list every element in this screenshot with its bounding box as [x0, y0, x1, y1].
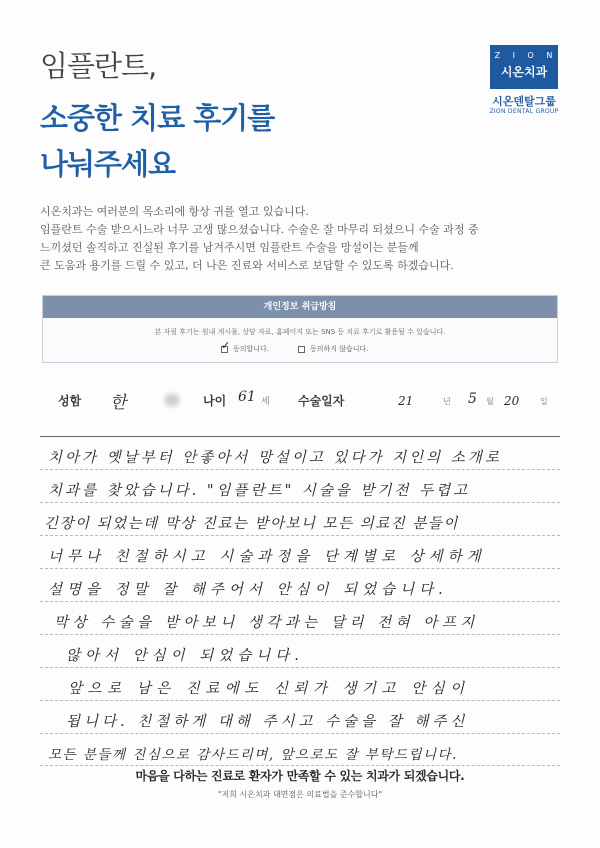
- ruled-line: [40, 568, 560, 569]
- logo-group-english: ZION DENTAL GROUP: [489, 108, 559, 115]
- handwritten-line: 앞으로 남은 진료에도 신뢰가 생기고 안심이: [68, 681, 470, 697]
- title-line-3: 나눠주세요: [40, 147, 176, 181]
- ruled-line: [40, 667, 560, 668]
- logo-group-name: 시온덴탈그룹: [492, 95, 556, 108]
- ruled-line: [40, 700, 560, 701]
- year-unit: 년: [443, 397, 451, 406]
- title-line-2: 소중한 치료 후기를: [40, 101, 275, 135]
- handwritten-line: 모든 분들께 진심으로 감사드리며, 앞으로도 잘 부탁드립니다.: [48, 747, 458, 763]
- agree-checkbox[interactable]: [221, 346, 228, 353]
- intro-line: 시온치과는 여러분의 목소리에 항상 귀를 열고 있습니다.: [40, 205, 309, 218]
- surgery-date-label: 수술일자: [298, 394, 345, 408]
- name-label: 성함: [58, 394, 82, 408]
- date-month[interactable]: 5: [468, 391, 477, 407]
- date-day[interactable]: 20: [504, 394, 520, 408]
- agree-label: 동의합니다.: [233, 345, 270, 353]
- title-line-1: 임플란트,: [40, 49, 157, 83]
- handwritten-line: 됩니다. 친절하게 대해 주시고 수술을 잘 해주신: [66, 714, 469, 730]
- disagree-checkbox[interactable]: [298, 346, 305, 353]
- date-year[interactable]: 21: [398, 394, 414, 408]
- disagree-label: 동의하지 않습니다.: [310, 345, 369, 353]
- age-value[interactable]: 61: [238, 389, 256, 405]
- ruled-line: [40, 535, 560, 536]
- review-writing-area[interactable]: [40, 436, 560, 766]
- privacy-policy-box: [42, 295, 558, 363]
- name-redaction: [165, 394, 179, 406]
- ruled-line: [40, 502, 560, 503]
- handwritten-line: 치아가 옛날부터 안좋아서 망설이고 있다가 지인의 소개로: [48, 450, 502, 466]
- ruled-line: [40, 634, 560, 635]
- handwritten-line: 않아서 안심이 되었습니다.: [66, 648, 304, 664]
- day-unit: 일: [540, 397, 548, 406]
- footer-note: "저희 시온치과 대면점은 의료법을 준수합니다": [217, 790, 383, 799]
- agree-option[interactable]: [221, 344, 269, 354]
- patient-info-row: [58, 388, 558, 412]
- footer-slogan: 마음을 다하는 진료로 환자가 만족할 수 있는 치과가 되겠습니다.: [135, 769, 465, 783]
- month-unit: 월: [486, 397, 494, 406]
- intro-line: 느끼셨던 솔직하고 진실된 후기를 남겨주시면 임플란트 수술을 망설이는 분들께: [40, 241, 419, 254]
- handwritten-line: 치과를 찾았습니다. "임플란트" 시술을 받기전 두렵고: [48, 483, 471, 499]
- disagree-option[interactable]: [298, 344, 369, 354]
- name-value[interactable]: 한: [110, 393, 127, 413]
- ruled-line: [40, 601, 560, 602]
- handwritten-line: 막상 수술을 받아보니 생각과는 달리 전혀 아프지: [54, 615, 479, 631]
- logo-zion-text: Z I O N: [494, 51, 558, 60]
- handwritten-line: 긴장이 되었는데 막상 진료는 받아보니 모든 의료진 분들이: [44, 516, 459, 532]
- ruled-line: [40, 436, 560, 437]
- privacy-description: 본 자필 후기는 원내 게시물, 상담 자료, 홈페이지 또는 SNS 등 치료 후기로 활용될 수 있습니다.: [154, 328, 446, 336]
- ruled-line: [40, 765, 560, 766]
- logo-clinic-name: 시온치과: [500, 65, 548, 79]
- intro-line: 임플란트 수술 받으시느라 너무 고생 많으셨습니다. 수술은 잘 마무리 되셨으니 수술 과정 중: [40, 223, 479, 236]
- privacy-heading: 개인정보 취급방침: [43, 296, 557, 318]
- intro-line: 큰 도움과 용기를 드릴 수 있고, 더 나은 진료와 서비스로 보답할 수 있도록 하겠습니다.: [40, 259, 454, 272]
- intro-paragraph: [40, 203, 560, 275]
- age-unit: 세: [261, 397, 270, 407]
- handwritten-line: 설명을 정말 잘 해주어서 안심이 되었습니다.: [48, 582, 448, 598]
- ruled-line: [40, 733, 560, 734]
- ruled-line: [40, 469, 560, 470]
- handwritten-line: 너무나 친절하시고 시술과정을 단계별로 상세하게: [48, 549, 486, 565]
- age-label: 나이: [203, 394, 227, 408]
- zion-logo: [490, 45, 558, 89]
